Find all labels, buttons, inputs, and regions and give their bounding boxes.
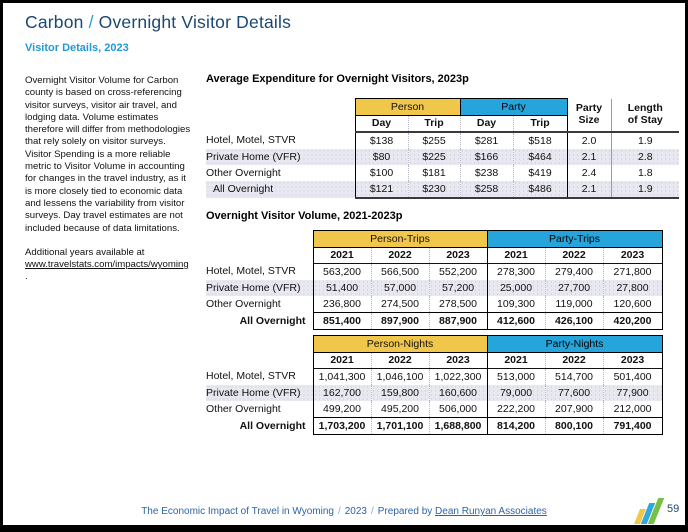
table-cell: 814,200 bbox=[487, 418, 545, 435]
table-cell: $419 bbox=[513, 165, 567, 181]
row-label: Other Overnight bbox=[206, 166, 281, 179]
table-row bbox=[206, 280, 662, 296]
party-trips-group-header: Party-Trips bbox=[487, 231, 662, 248]
table-cell: $238 bbox=[460, 165, 513, 181]
length-of-stay-header-line2: of Stay bbox=[627, 113, 663, 126]
row-label: Other Overnight bbox=[206, 402, 281, 415]
table-cell: 27,800 bbox=[603, 280, 662, 296]
year-header-row bbox=[206, 248, 662, 264]
table-cell: 1,022,300 bbox=[429, 369, 487, 386]
footer-year: 2023 bbox=[344, 506, 367, 517]
person-group-header: Person bbox=[355, 99, 460, 116]
table-cell: $80 bbox=[355, 149, 408, 165]
person-nights-group-header: Person-Nights bbox=[313, 336, 487, 353]
link-period: . bbox=[25, 271, 28, 283]
methodology-note: Overnight Visitor Volume for Carbon county is based on cross-referencing visitor surveys, visitor air travel, and lodging data. Volume estimates therefore will differ from methodologies that rely solely on visitor surveys. Visitor Spending is a more reliable metric to Visitor Volume in accounting for changes in the travel industry, as it is more closely tied to economic data and lessens the variability from visitor surveys. Day travel estimates are not included because of data limitations. bbox=[25, 75, 191, 234]
table-cell: $230 bbox=[408, 181, 460, 198]
year-header: 2021 bbox=[487, 353, 545, 369]
spacer-cell bbox=[206, 336, 313, 353]
table-cell: 514,700 bbox=[545, 369, 603, 386]
footer-prepared-by: Prepared by bbox=[377, 506, 433, 517]
table-cell: 109,300 bbox=[487, 296, 545, 313]
table-cell: 495,200 bbox=[371, 401, 429, 418]
table-cell: 2.1 bbox=[567, 181, 611, 198]
table-cell: 27,700 bbox=[545, 280, 603, 296]
sidebar-notes bbox=[25, 75, 191, 296]
table-cell: 426,100 bbox=[545, 313, 603, 330]
row-label: Hotel, Motel, STVR bbox=[206, 370, 296, 383]
col-header-party-trip: Trip bbox=[513, 116, 567, 133]
party-nights-group-header: Party-Nights bbox=[487, 336, 662, 353]
table-cell: 1.9 bbox=[611, 132, 679, 149]
table-cell: 420,200 bbox=[603, 313, 662, 330]
col-header-person-day: Day bbox=[355, 116, 408, 133]
volume-section-title: Overnight Visitor Volume, 2021-2023p bbox=[206, 210, 403, 222]
table-cell: 222,200 bbox=[487, 401, 545, 418]
spacer-cell bbox=[206, 99, 355, 116]
travelstats-link[interactable]: www.travelstats.com/impacts/wyoming bbox=[25, 259, 189, 271]
table-cell: 501,400 bbox=[603, 369, 662, 386]
length-of-stay-header bbox=[611, 99, 679, 133]
table-cell: 1,703,200 bbox=[313, 418, 371, 435]
footer-separator: / bbox=[371, 506, 374, 517]
table-cell: 2.4 bbox=[567, 165, 611, 181]
page-title-section: Overnight Visitor Details bbox=[98, 12, 292, 32]
table-cell: $255 bbox=[408, 132, 460, 149]
table-cell: $138 bbox=[355, 132, 408, 149]
year-header: 2021 bbox=[313, 353, 371, 369]
year-header-row bbox=[206, 353, 662, 369]
table-cell: 79,000 bbox=[487, 385, 545, 401]
table-cell: 1,046,100 bbox=[371, 369, 429, 386]
table-cell: 120,600 bbox=[603, 296, 662, 313]
table-row bbox=[206, 401, 662, 418]
party-size-header-line2: Size bbox=[578, 113, 600, 126]
table-cell: $486 bbox=[513, 181, 567, 198]
row-label: All Overnight bbox=[206, 181, 355, 198]
row-label: Private Home (VFR) bbox=[206, 280, 313, 296]
table-cell: 1,688,800 bbox=[429, 418, 487, 435]
page-subtitle: Visitor Details, 2023 bbox=[25, 42, 129, 54]
footer bbox=[3, 506, 685, 517]
table-row bbox=[206, 132, 679, 149]
table-cell: 159,800 bbox=[371, 385, 429, 401]
footer-separator: / bbox=[337, 506, 341, 517]
row-label: All Overnight bbox=[239, 419, 306, 432]
table-cell: 1.8 bbox=[611, 165, 679, 181]
row-label: Hotel, Motel, STVR bbox=[206, 265, 296, 278]
page-title-region: Carbon bbox=[25, 12, 84, 32]
expenditure-table bbox=[206, 98, 679, 199]
table-cell: 162,700 bbox=[313, 385, 371, 401]
spacer-cell bbox=[206, 116, 355, 133]
year-header: 2022 bbox=[371, 353, 429, 369]
year-header: 2022 bbox=[545, 353, 603, 369]
footer-report-title: The Economic Impact of Travel in Wyoming bbox=[141, 506, 334, 517]
expenditure-section-title: Average Expenditure for Overnight Visitors, 2023p bbox=[206, 73, 469, 85]
table-cell: 552,200 bbox=[429, 264, 487, 281]
table-cell: 51,400 bbox=[313, 280, 371, 296]
table-cell: 513,000 bbox=[487, 369, 545, 386]
table-cell: 1,701,100 bbox=[371, 418, 429, 435]
row-label: Other Overnight bbox=[206, 297, 281, 310]
group-header-row bbox=[206, 99, 679, 116]
group-header-row bbox=[206, 336, 662, 353]
row-label: Private Home (VFR) bbox=[206, 149, 355, 165]
table-cell: 791,400 bbox=[603, 418, 662, 435]
table-cell: 160,600 bbox=[429, 385, 487, 401]
year-header: 2023 bbox=[603, 353, 662, 369]
person-trips-group-header: Person-Trips bbox=[313, 231, 487, 248]
table-cell: 2.0 bbox=[567, 132, 611, 149]
table-cell: 412,600 bbox=[487, 313, 545, 330]
table-cell: 274,500 bbox=[371, 296, 429, 313]
table-cell: $121 bbox=[355, 181, 408, 198]
table-cell: 1,041,300 bbox=[313, 369, 371, 386]
volume-trips-table bbox=[206, 230, 663, 330]
table-cell: $166 bbox=[460, 149, 513, 165]
table-cell: 278,300 bbox=[487, 264, 545, 281]
table-cell: $518 bbox=[513, 132, 567, 149]
table-cell: 279,400 bbox=[545, 264, 603, 281]
spacer-cell bbox=[206, 231, 313, 248]
table-cell: 506,000 bbox=[429, 401, 487, 418]
table-cell: 77,900 bbox=[603, 385, 662, 401]
spacer-cell bbox=[206, 353, 313, 369]
row-label: Private Home (VFR) bbox=[206, 385, 313, 401]
table-cell: 77,600 bbox=[545, 385, 603, 401]
year-header: 2023 bbox=[429, 248, 487, 264]
year-header: 2021 bbox=[313, 248, 371, 264]
volume-nights-table bbox=[206, 335, 663, 435]
table-cell: 897,900 bbox=[371, 313, 429, 330]
group-header-row bbox=[206, 231, 662, 248]
table-cell: 2.1 bbox=[567, 149, 611, 165]
table-cell: 1.9 bbox=[611, 181, 679, 198]
spacer-cell bbox=[206, 248, 313, 264]
table-cell: 563,200 bbox=[313, 264, 371, 281]
table-cell: 57,200 bbox=[429, 280, 487, 296]
year-header: 2021 bbox=[487, 248, 545, 264]
table-cell: $100 bbox=[355, 165, 408, 181]
table-cell: $181 bbox=[408, 165, 460, 181]
table-row bbox=[206, 385, 662, 401]
table-cell: 566,500 bbox=[371, 264, 429, 281]
page-title bbox=[25, 12, 291, 33]
table-row bbox=[206, 296, 662, 313]
party-group-header: Party bbox=[460, 99, 567, 116]
table-cell: 207,900 bbox=[545, 401, 603, 418]
year-header: 2023 bbox=[429, 353, 487, 369]
year-header: 2023 bbox=[603, 248, 662, 264]
length-of-stay-header-line1: Length bbox=[627, 102, 663, 115]
col-header-party-day: Day bbox=[460, 116, 513, 133]
row-label: Hotel, Motel, STVR bbox=[206, 134, 296, 146]
table-cell: 2.8 bbox=[611, 149, 679, 165]
party-size-header-line1: Party bbox=[575, 102, 603, 115]
table-cell: 25,000 bbox=[487, 280, 545, 296]
party-size-header bbox=[567, 99, 611, 133]
table-cell: $258 bbox=[460, 181, 513, 198]
table-cell: 887,900 bbox=[429, 313, 487, 330]
year-header: 2022 bbox=[371, 248, 429, 264]
table-cell: $464 bbox=[513, 149, 567, 165]
additional-years-text: Additional years available at bbox=[25, 246, 145, 258]
table-cell: 800,100 bbox=[545, 418, 603, 435]
page-title-separator: / bbox=[88, 12, 94, 32]
table-cell: 278,500 bbox=[429, 296, 487, 313]
year-header: 2022 bbox=[545, 248, 603, 264]
table-cell: 851,400 bbox=[313, 313, 371, 330]
table-cell: $281 bbox=[460, 132, 513, 149]
table-row-total bbox=[206, 313, 662, 330]
table-cell: 212,000 bbox=[603, 401, 662, 418]
col-header-person-trip: Trip bbox=[408, 116, 460, 133]
table-row-total bbox=[206, 181, 679, 198]
table-cell: 499,200 bbox=[313, 401, 371, 418]
additional-years-note bbox=[25, 247, 191, 284]
table-row-total bbox=[206, 418, 662, 435]
table-cell: $225 bbox=[408, 149, 460, 165]
dean-runyan-logo bbox=[637, 497, 659, 524]
table-cell: 57,000 bbox=[371, 280, 429, 296]
table-row bbox=[206, 165, 679, 181]
table-row bbox=[206, 369, 662, 386]
page-number: 59 bbox=[667, 503, 680, 515]
dean-runyan-link[interactable]: Dean Runyan Associates bbox=[435, 506, 547, 517]
table-row bbox=[206, 149, 679, 165]
table-row bbox=[206, 264, 662, 281]
table-cell: 236,800 bbox=[313, 296, 371, 313]
table-cell: 119,000 bbox=[545, 296, 603, 313]
table-cell: 271,800 bbox=[603, 264, 662, 281]
row-label: All Overnight bbox=[239, 314, 306, 327]
